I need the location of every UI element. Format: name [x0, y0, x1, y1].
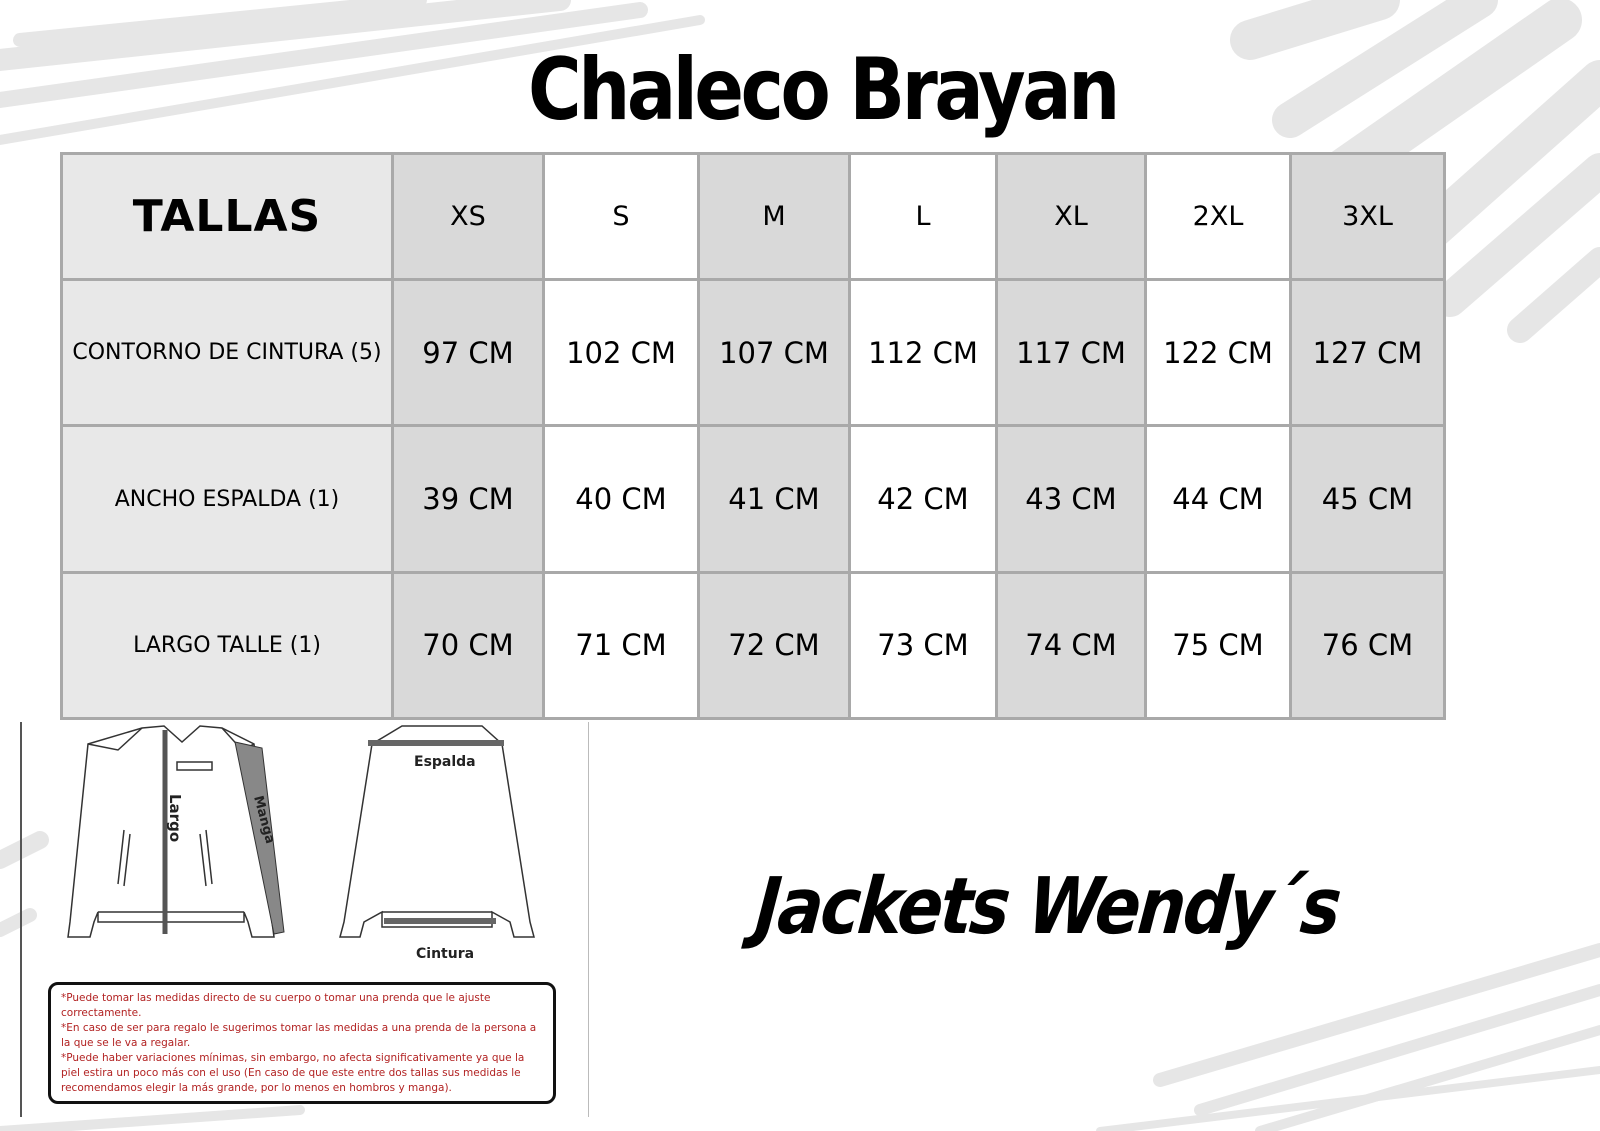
- cintura-label: Cintura: [416, 946, 475, 962]
- note-text: *Puede haber variaciones mínimas, sin embargo, no afecta significativamente ya que la piel estira un poco más con el uso (En caso de que este entre dos tallas sus medidas le recomendamos elegir la más grande, por lo menos en hombros y manga).: [61, 1052, 525, 1094]
- row-label-largo-talle: LARGO TALLE (1): [62, 572, 393, 718]
- table-row: [62, 280, 1445, 426]
- row-label-ancho-espalda: ANCHO ESPALDA (1): [62, 426, 393, 572]
- table-cell: 71 CM: [544, 572, 699, 718]
- table-cell: 102 CM: [544, 280, 699, 426]
- size-chart-table: [60, 152, 1446, 720]
- table-cell: 39 CM: [393, 426, 544, 572]
- size-header: M: [699, 154, 850, 280]
- table-header-row: [62, 154, 1445, 280]
- header-label-tallas: TALLAS: [62, 154, 393, 280]
- table-cell: 70 CM: [393, 572, 544, 718]
- espalda-label: Espalda: [414, 754, 476, 770]
- measurement-notes-box: [48, 982, 556, 1104]
- table-cell: 43 CM: [997, 426, 1146, 572]
- row-label-contorno-cintura: CONTORNO DE CINTURA (5): [62, 280, 393, 426]
- manga-label: Manga: [250, 794, 278, 846]
- cintura-measure-line: [384, 918, 496, 924]
- page-title: Chaleco Brayan: [527, 40, 1117, 140]
- table-cell: 42 CM: [850, 426, 997, 572]
- size-header: 2XL: [1146, 154, 1291, 280]
- table-cell: 41 CM: [699, 426, 850, 572]
- table-cell: 117 CM: [997, 280, 1146, 426]
- brand-name: Jackets Wendy´s: [751, 862, 1343, 952]
- espalda-measure-line: [368, 740, 504, 746]
- table-cell: 76 CM: [1291, 572, 1445, 718]
- note-text: *En caso de ser para regalo le sugerimos tomar las medidas a una prenda de la persona a la que se le va a regalar.: [61, 1022, 537, 1049]
- table-cell: 122 CM: [1146, 280, 1291, 426]
- table-row: [62, 426, 1445, 572]
- size-header: L: [850, 154, 997, 280]
- table-cell: 107 CM: [699, 280, 850, 426]
- table-cell: 112 CM: [850, 280, 997, 426]
- table-cell: 45 CM: [1291, 426, 1445, 572]
- table-cell: 72 CM: [699, 572, 850, 718]
- table-cell: 127 CM: [1291, 280, 1445, 426]
- table-cell: 74 CM: [997, 572, 1146, 718]
- note-text: *Puede tomar las medidas directo de su cuerpo o tomar una prenda que le ajuste correctamente.: [61, 992, 491, 1019]
- table-cell: 97 CM: [393, 280, 544, 426]
- table-cell: 44 CM: [1146, 426, 1291, 572]
- table-row: [62, 572, 1445, 718]
- size-header: 3XL: [1291, 154, 1445, 280]
- size-header: S: [544, 154, 699, 280]
- size-header: XL: [997, 154, 1146, 280]
- table-cell: 40 CM: [544, 426, 699, 572]
- largo-label: Largo: [166, 794, 184, 843]
- size-header: XS: [393, 154, 544, 280]
- table-cell: 73 CM: [850, 572, 997, 718]
- table-cell: 75 CM: [1146, 572, 1291, 718]
